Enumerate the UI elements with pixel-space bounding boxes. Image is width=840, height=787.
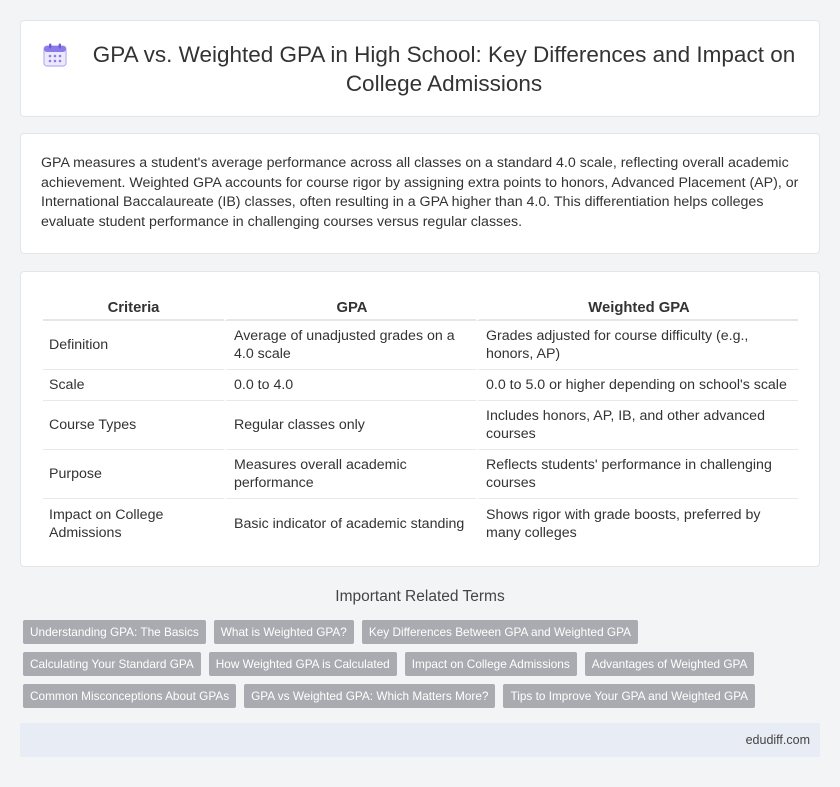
comparison-table bbox=[43, 296, 798, 548]
calendar-icon bbox=[41, 41, 69, 69]
table-row bbox=[43, 450, 798, 499]
related-term-link[interactable]: Impact on College Admissions bbox=[405, 652, 577, 676]
header-card bbox=[20, 20, 820, 117]
intro-card bbox=[20, 133, 820, 254]
table-cell: Measures overall academic performance bbox=[224, 450, 476, 499]
table-cell: Basic indicator of academic standing bbox=[224, 499, 476, 548]
table-cell: Reflects students' performance in challenging courses bbox=[476, 450, 798, 499]
table-cell: Purpose bbox=[43, 450, 224, 499]
table-header-row bbox=[43, 296, 798, 321]
tag-row bbox=[23, 620, 823, 644]
related-term-link[interactable]: Common Misconceptions About GPAs bbox=[23, 684, 236, 708]
table-cell: Course Types bbox=[43, 401, 224, 450]
table-cell: Grades adjusted for course difficulty (e.g., honors, AP) bbox=[476, 321, 798, 370]
related-terms-tags bbox=[23, 620, 823, 716]
footer-site-name: edudiff.com bbox=[745, 733, 810, 747]
table-row bbox=[43, 370, 798, 401]
table-row bbox=[43, 401, 798, 450]
table-cell: 0.0 to 5.0 or higher depending on school's scale bbox=[476, 370, 798, 401]
footer bbox=[20, 723, 820, 757]
tag-row bbox=[23, 652, 823, 676]
table-cell: Includes honors, AP, IB, and other advanced courses bbox=[476, 401, 798, 450]
table-cell: Definition bbox=[43, 321, 224, 370]
page-title: GPA vs. Weighted GPA in High School: Key Differences and Impact on College Admissions bbox=[92, 41, 796, 96]
related-term-link[interactable]: GPA vs Weighted GPA: Which Matters More? bbox=[244, 684, 495, 708]
related-terms-title: Important Related Terms bbox=[335, 588, 505, 605]
related-term-link[interactable]: Understanding GPA: The Basics bbox=[23, 620, 206, 644]
table-cell: Shows rigor with grade boosts, preferred by many colleges bbox=[476, 499, 798, 548]
table-cell: 0.0 to 4.0 bbox=[224, 370, 476, 401]
table-row bbox=[43, 499, 798, 548]
related-term-link[interactable]: How Weighted GPA is Calculated bbox=[209, 652, 397, 676]
table-cell: Regular classes only bbox=[224, 401, 476, 450]
table-cell: Average of unadjusted grades on a 4.0 scale bbox=[224, 321, 476, 370]
related-term-link[interactable]: What is Weighted GPA? bbox=[214, 620, 354, 644]
table-cell: Scale bbox=[43, 370, 224, 401]
related-term-link[interactable]: Calculating Your Standard GPA bbox=[23, 652, 201, 676]
table-row bbox=[43, 321, 798, 370]
related-term-link[interactable]: Tips to Improve Your GPA and Weighted GPA bbox=[503, 684, 755, 708]
tag-row bbox=[23, 684, 823, 708]
intro-paragraph: GPA measures a student's average performance across all classes on a standard 4.0 scale, reflecting overall academic achievement. Weighted GPA accounts for course rigor by assigning extra points to honors, Advanced Placement (AP), or International Baccalaureate (IB) classes, often resulting in a GPA higher than 4.0. This differentiation helps colleges evaluate student performance in challenging courses versus regular classes. bbox=[41, 155, 799, 230]
header-gpa: GPA bbox=[224, 296, 476, 321]
related-term-link[interactable]: Advantages of Weighted GPA bbox=[585, 652, 755, 676]
table-cell: Impact on College Admissions bbox=[49, 506, 164, 541]
related-term-link[interactable]: Key Differences Between GPA and Weighted GPA bbox=[362, 620, 638, 644]
comparison-table-card bbox=[20, 271, 820, 567]
header-criteria: Criteria bbox=[43, 296, 224, 321]
header-weighted-gpa: Weighted GPA bbox=[476, 296, 798, 321]
